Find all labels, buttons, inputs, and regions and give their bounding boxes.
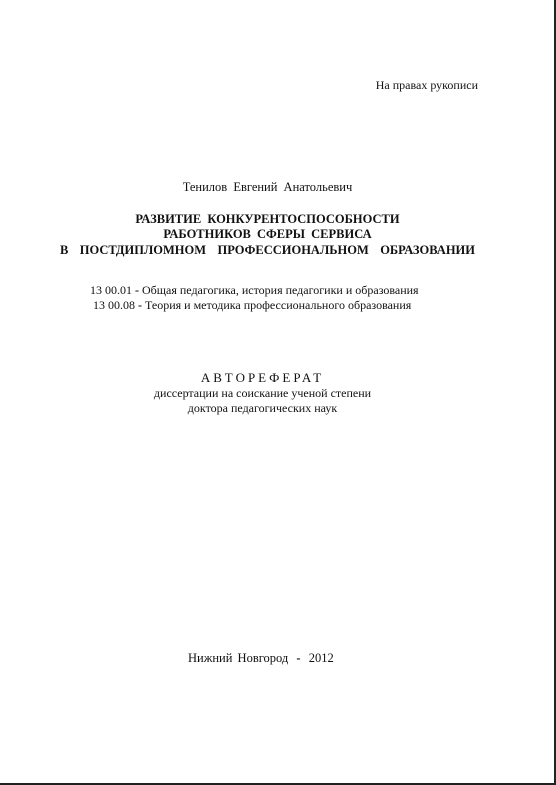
abstract-subtitle-line-2: доктора педагогических наук [187,401,338,415]
specialty-dash: - [138,298,142,312]
author-name: Тенилов Евгений Анатольевич [182,180,353,194]
title-line-3-word: ОБРАЗОВАНИИ [380,243,475,257]
publication-year: 2012 [308,651,334,665]
title-line-1: РАЗВИТИЕ КОНКУРЕНТОСПОСОБНОСТИ [135,212,400,226]
title-line-3 [60,243,475,258]
title-line-3-word: ПОСТДИПЛОМНОМ [79,243,207,257]
title-line-2: РАБОТНИКОВ СФЕРЫ СЕРВИСА [163,227,372,241]
title-line-3-word: ПРОФЕССИОНАЛЬНОМ [217,243,369,257]
specialty-code: 13 00.08 [93,298,135,312]
specialty-line [93,298,411,313]
city-year-dash: - [296,651,301,665]
abstract-subtitle-line-1: диссертации на соискание ученой степени [153,386,372,400]
specialty-line [90,283,419,298]
specialty-name: Теория и методика профессионального образования [145,298,412,312]
specialty-code: 13 00.01 [90,283,132,297]
specialty-name: Общая педагогика, история педагогики и образования [142,283,419,297]
specialty-dash: - [135,283,139,297]
title-line-3-word: В [60,243,69,257]
city-name: Нижний Новгород [188,651,289,665]
manuscript-rights-note: На правах рукописи [375,78,478,92]
abstract-title: АВТОРЕФЕРАТ [200,370,325,385]
place-and-year [188,651,334,666]
